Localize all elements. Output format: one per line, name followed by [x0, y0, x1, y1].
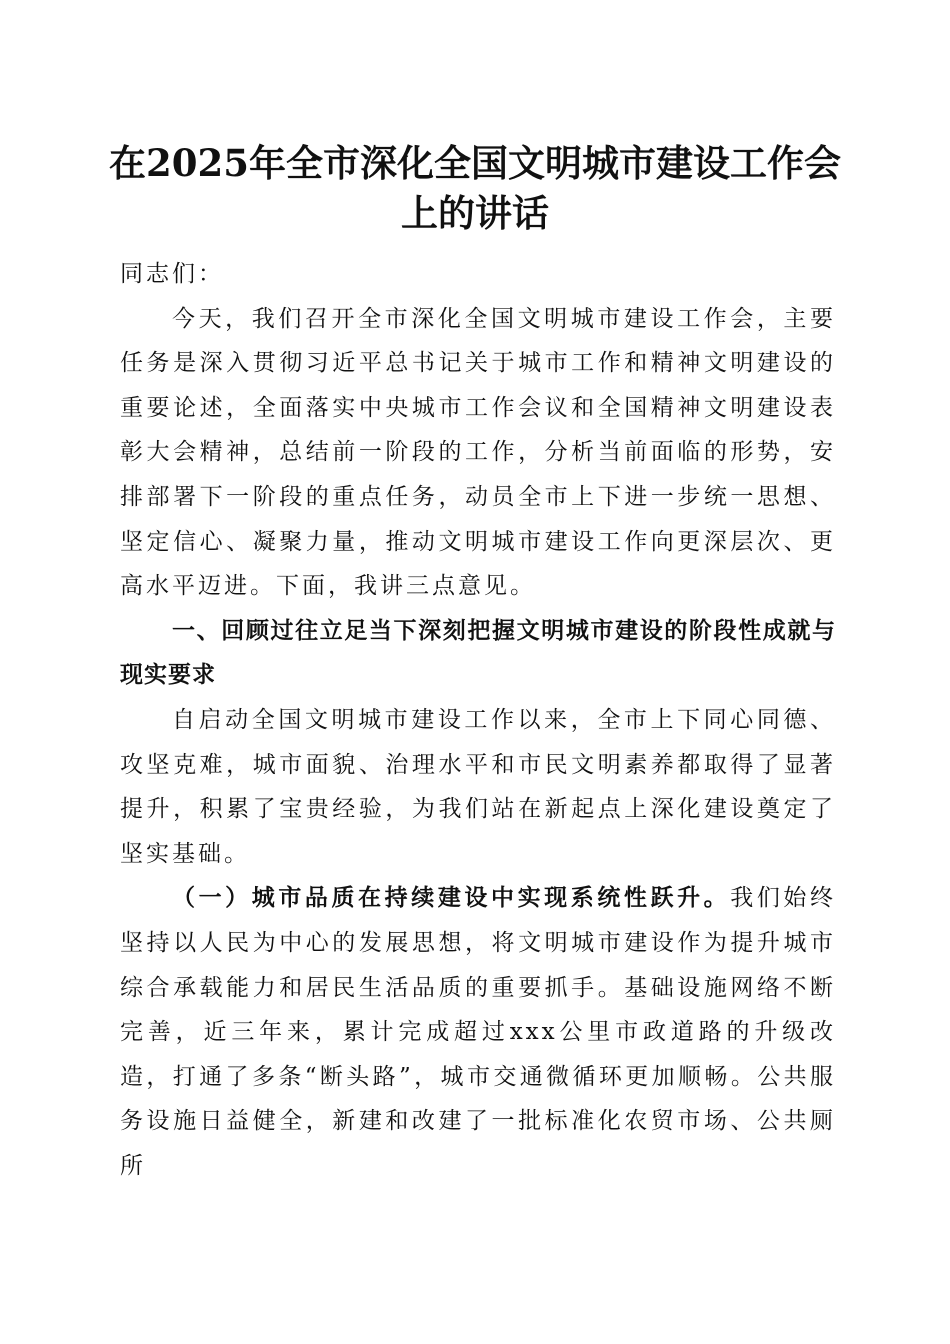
document-title: [100, 138, 850, 238]
title-line-2: 上的讲话: [401, 191, 549, 235]
subsection-1-paragraph: [120, 876, 836, 1188]
subsection-1-text: 我们始终坚持以人民为中心的发展思想，将文明城市建设作为提升城市综合承载能力和居民生活品质的重要抓手。基础设施网络不断完善，近三年来，累计完成超过xxx公里市政道路的升级改造，打通了多条“断头路”，城市交通微循环更加顺畅。公共服务设施日益健全，新建和改建了一批标准化农贸市场、公共厕所: [120, 885, 837, 1179]
intro-paragraph: 今天，我们召开全市深化全国文明城市建设工作会，主要任务是深入贯彻习近平总书记关于城市工作和精神文明建设的重要论述，全面落实中央城市工作会议和全国精神文明建设表彰大会精神，总结前一阶段的工作，分析当前面临的形势，安排部署下一阶段的重点任务，动员全市上下进一步统一思想、坚定信心、凝聚力量，推动文明城市建设工作向更深层次、更高水平迈进。下面，我讲三点意见。: [120, 305, 836, 600]
salutation: 同志们：: [120, 261, 224, 287]
section-1-paragraph: 自启动全国文明城市建设工作以来，全市上下同心同德、攻坚克难，城市面貌、治理水平和市民文明素养都取得了显著提升，积累了宝贵经验，为我们站在新起点上深化建设奠定了坚实基础。: [120, 706, 836, 867]
title-line-1: 在2025年全市深化全国文明城市建设工作会: [109, 141, 841, 185]
document-body: [120, 252, 836, 1188]
section-1-heading: 一、回顾过往立足当下深刻把握文明城市建设的阶段性成就与现实要求: [120, 617, 836, 689]
subsection-1-heading: （一）城市品质在持续建设中实现系统性跃升。: [172, 884, 731, 912]
